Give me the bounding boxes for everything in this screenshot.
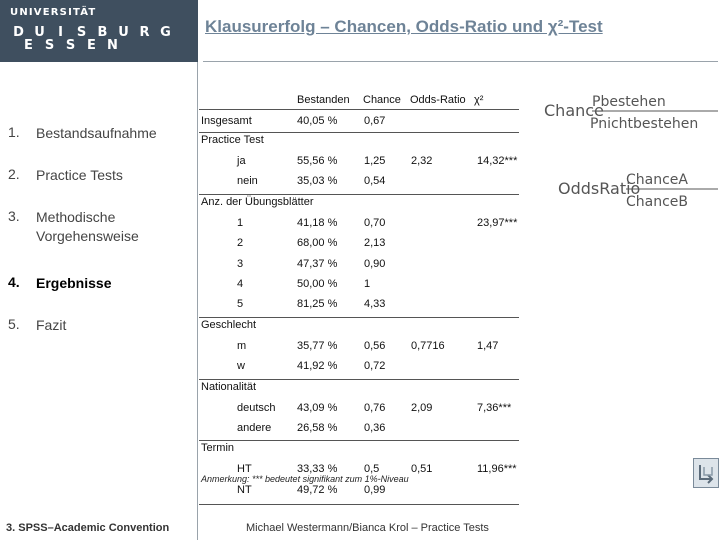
cell-bestanden: 43,09 % xyxy=(297,401,338,414)
nav-item-number: 1. xyxy=(8,124,20,140)
column-header: Bestanden xyxy=(297,94,350,106)
cell-chance: 4,33 xyxy=(364,298,386,311)
return-button[interactable] xyxy=(693,458,719,488)
row-label: HT xyxy=(237,463,252,476)
cell-chance: 1 xyxy=(364,278,371,290)
logo-letter: S xyxy=(76,25,87,40)
nav-item-label: Practice Tests xyxy=(36,167,123,183)
university-logo xyxy=(0,0,198,62)
sidebar-divider xyxy=(197,62,198,540)
column-header: Chance xyxy=(363,94,401,106)
cell-chi-square: 11,96*** xyxy=(477,463,517,476)
slide-title: Klausurerfolg – Chancen, Odds-Ratio und χ²-Test xyxy=(205,17,603,36)
group-label: Practice Test xyxy=(201,134,264,146)
footer-event: 3. SPSS–Academic Convention xyxy=(6,522,170,534)
footnote: Anmerkung: *** bedeutet signifikant zum 1%-Niveau xyxy=(201,474,409,484)
odds-ratio-formula xyxy=(556,166,720,214)
group-label: Anz. der Übungsblätter xyxy=(201,195,314,208)
title-rule xyxy=(203,61,718,62)
cell-odds-ratio: 0,51 xyxy=(411,463,433,476)
group-label: Geschlecht xyxy=(201,318,257,331)
table-rule xyxy=(199,109,519,110)
cell-bestanden: 26,58 % xyxy=(297,422,338,434)
row-label: 1 xyxy=(237,216,244,229)
cell-chance: 0,36 xyxy=(364,422,386,434)
row-label: Insgesamt xyxy=(201,115,252,127)
nav-item-5[interactable] xyxy=(8,316,186,335)
cell-chance: 0,56 xyxy=(364,339,386,352)
row-label: deutsch xyxy=(237,401,276,414)
footer-authors: Michael Westermann/Bianca Krol – Practice Tests xyxy=(246,522,489,534)
cell-chance: 0,72 xyxy=(364,360,386,373)
cell-bestanden: 47,37 % xyxy=(297,257,338,270)
nav-item-label: Bestandsaufnahme xyxy=(36,125,157,141)
table-rule xyxy=(199,379,519,380)
cell-chi-square: 23,97*** xyxy=(477,216,518,229)
cell-odds-ratio: 2,09 xyxy=(411,401,433,414)
cell-bestanden: 41,18 % xyxy=(297,216,338,229)
cell-chi-square: 14,32*** xyxy=(477,155,518,167)
return-arrow-icon xyxy=(694,459,718,487)
group-label: Termin xyxy=(201,442,235,455)
logo-letter: N xyxy=(107,38,118,53)
cell-bestanden: 35,03 % xyxy=(297,175,338,188)
nav-item-number: 2. xyxy=(8,166,20,182)
row-label: 4 xyxy=(237,278,244,290)
cell-odds-ratio: 0,7716 xyxy=(411,339,445,352)
nav-item-number: 4. xyxy=(8,274,20,290)
cell-bestanden: 55,56 % xyxy=(297,155,338,167)
logo-letter: S xyxy=(44,38,55,53)
logo-university-text: UNIVERSITÄT xyxy=(10,7,97,18)
logo-letter: G xyxy=(160,25,171,40)
row-label: NT xyxy=(237,483,252,496)
logo-letter: I xyxy=(58,25,63,40)
odds-ratio-formula-lhs: OddsRatio xyxy=(558,179,641,198)
cell-bestanden: 40,05 % xyxy=(297,115,338,127)
logo-letter: E xyxy=(24,38,33,53)
row-label: nein xyxy=(237,175,258,188)
nav-item-number: 3. xyxy=(8,208,20,224)
chance-formula-lhs: Chance xyxy=(544,101,604,120)
cell-bestanden: 41,92 % xyxy=(297,360,338,373)
cell-bestanden: 68,00 % xyxy=(297,237,338,250)
column-header: χ² xyxy=(474,94,484,106)
table-rule xyxy=(199,317,519,318)
logo-letter: U xyxy=(118,25,129,40)
cell-bestanden: 81,25 % xyxy=(297,298,338,311)
cell-chance: 0,90 xyxy=(364,257,386,270)
row-label: 5 xyxy=(237,298,244,311)
nav-item-3[interactable] xyxy=(8,208,186,246)
logo-letter: S xyxy=(65,38,76,53)
cell-bestanden: 35,77 % xyxy=(297,339,338,352)
row-label: 3 xyxy=(237,257,244,270)
nav-item-2[interactable] xyxy=(8,166,186,185)
table-rule xyxy=(199,504,519,505)
group-label: Nationalität xyxy=(201,380,257,393)
logo-letter: B xyxy=(97,25,108,40)
logo-letter: D xyxy=(13,25,24,40)
row-label: 2 xyxy=(237,237,244,250)
row-label: w xyxy=(237,360,245,373)
cell-chance: 2,13 xyxy=(364,237,386,250)
cell-bestanden: 50,00 % xyxy=(297,278,338,290)
nav-item-label: Methodische Vorgehensweise xyxy=(36,209,139,244)
cell-bestanden: 33,33 % xyxy=(297,463,338,476)
cell-chance: 0,54 xyxy=(364,175,386,188)
row-label: ja xyxy=(237,155,246,167)
cell-chance: 1,25 xyxy=(364,155,386,167)
chance-formula-numerator: Pbestehen xyxy=(592,94,666,110)
table-rule xyxy=(199,440,519,441)
cell-chi-square: 7,36*** xyxy=(477,401,512,414)
nav-item-number: 5. xyxy=(8,316,20,332)
chance-formula-denominator: Pnichtbestehen xyxy=(590,116,699,132)
cell-chance: 0,70 xyxy=(364,216,386,229)
nav-item-label: Ergebnisse xyxy=(36,275,112,291)
odds-ratio-formula-numerator: ChanceA xyxy=(626,172,688,188)
cell-chance: 0,76 xyxy=(364,401,386,414)
row-label: m xyxy=(237,339,247,352)
odds-ratio-formula-denominator: ChanceB xyxy=(626,194,689,210)
nav-item-4[interactable] xyxy=(8,274,186,293)
column-header: Odds-Ratio xyxy=(410,94,466,106)
row-label: andere xyxy=(237,422,272,434)
chance-formula xyxy=(540,88,720,136)
cell-chance: 0,67 xyxy=(364,115,386,127)
table-rule xyxy=(199,132,519,133)
nav-item-1[interactable] xyxy=(8,124,186,143)
logo-letter: R xyxy=(139,25,150,40)
cell-odds-ratio: 2,32 xyxy=(411,155,433,167)
logo-letter: U xyxy=(34,25,45,40)
table-rule xyxy=(199,194,519,195)
cell-bestanden: 49,72 % xyxy=(297,483,338,496)
cell-chance: 0,99 xyxy=(364,483,386,496)
logo-letter: E xyxy=(87,38,96,53)
cell-chi-square: 1,47 xyxy=(477,339,499,352)
nav-item-label: Fazit xyxy=(36,317,67,333)
cell-chance: 0,5 xyxy=(364,463,380,476)
logo-line-essen xyxy=(18,38,123,53)
